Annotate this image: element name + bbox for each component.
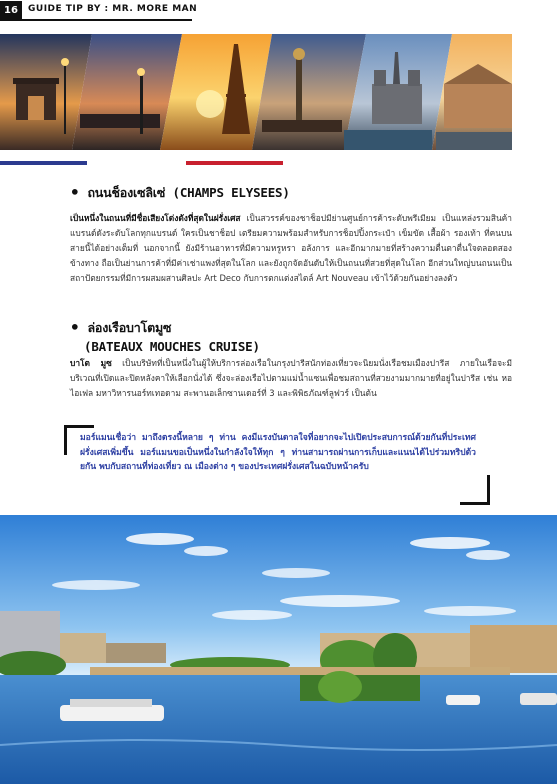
flag-stripe-red xyxy=(186,161,283,165)
champs-elysees-paragraph xyxy=(70,211,512,286)
flag-stripe-blue xyxy=(0,161,87,165)
header-title: GUIDE TIP BY : MR. MORE MAN xyxy=(28,4,198,14)
quote-corner-bottom-right-h xyxy=(460,502,490,505)
quote-corner-bottom-right xyxy=(487,475,490,505)
quote-box xyxy=(64,425,490,505)
champs-elysees-lead: เป็นหนึ่งในถนนที่มีชื่อเสียงโด่งดังที่สุดในฝรั่งเศส xyxy=(70,213,241,223)
header-rule xyxy=(0,19,192,21)
section-heading-bateaux-mouches: • ล่องเรือบาโตมูซ (BATEAUX MOUCHES CRUISE) xyxy=(70,318,260,354)
quote-corner-top-left-h xyxy=(64,425,94,428)
quote-corner-top-left xyxy=(64,425,67,455)
bateaux-mouches-body: เป็นบริษัทที่เป็นหนึ่งในผู้ให้บริการล่องเรือในกรุงปารีสนักท่องเที่ยวจะนิยมนั่งเรือชมเมืองปารีส ภายในเรือจะมีบริเวณที่เปิดและปิดหลังคาให้เลือกนั่งได้ ซึ่งจะล่องเรือไปตามแม่น้ำแซนเพื่อชมสถานที่สวยงามมากมายที่อยู่ในปารีส เช่น หอไอเฟล มหาวิหารนอร์ทเทอดาม สะพานอเล็กซานเดอร์ที่ 3 และพิพิธภัณฑ์ลูฟวร์ เป็นต้น xyxy=(70,358,513,398)
seine-river-photo xyxy=(0,515,557,784)
page-number: 16 xyxy=(0,1,22,20)
page-header xyxy=(0,0,557,22)
bullet-icon: • xyxy=(70,318,80,337)
bateaux-mouches-paragraph xyxy=(70,356,512,401)
paris-landmarks-collage xyxy=(0,34,512,150)
bateaux-mouches-lead: บาโต มูซ xyxy=(70,358,112,368)
champs-elysees-body: เป็นสวรรค์ของชาช็อปมีย่านศูนย์การค้าระดับพรีเมียม เป็นแหล่งรวมสินค้าแบรนด์ดังระดับโลกทุกแบรนด์ ใครเป็นชาช็อป เตรียมความพร้อมสำหรับการช็อปปิ้งกระเป๋า เข็มขัด เสื้อผ้า รองเท้า ที่คนบนสายนี้ได้อย่างเต็มที่ นอกจากนี้ ยังมีร้านอาหารที่มีความหรูหรา อลังการ และอีกมากมายที่สร้างความตื่นตาตื่นใจตลอดสองข้างทาง ถือเป็นย่านการค้าที่มีค่าเช่าแพงที่สุดในโลก และยังถูกจัดอันดับให้เป็นถนนที่สวยที่สุดในโลก อีกส่วนใหญ่บนถนนเป็นสถาปัตยกรรมที่มีการผสมผสานศิลปะ Art Deco กับการตกแต่งสไตล์ Art Nouveau เข้าไว้ด้วยกันอย่างลงตัว xyxy=(70,213,512,283)
quote-text: มอร์แมนเชื่อว่า มาถึงตรงนี้หลาย ๆ ท่าน คงมีแรงบันดาลใจที่อยากจะไปเปิดประสบการณ์ด้วยกันที่ประเทศฝรั่งเศสเพิ่มขึ้น มอร์แมนขอเป็นหนึ่งในกำลังใจให้ทุก ๆ ท่านสามารถผ่านการเก็บและแนนได้ไปร่วมทริปด้วยกัน พบกับสถานที่ท่องเที่ยว ณ เมืองต่าง ๆ ของประเทศฝรั่งเศสในฉบับหน้าครับ xyxy=(80,433,476,472)
section-heading-champs-elysees: • ถนนช็องเซลิเซ่ (CHAMPS ELYSEES) xyxy=(70,183,290,202)
bullet-icon: • xyxy=(70,183,80,202)
